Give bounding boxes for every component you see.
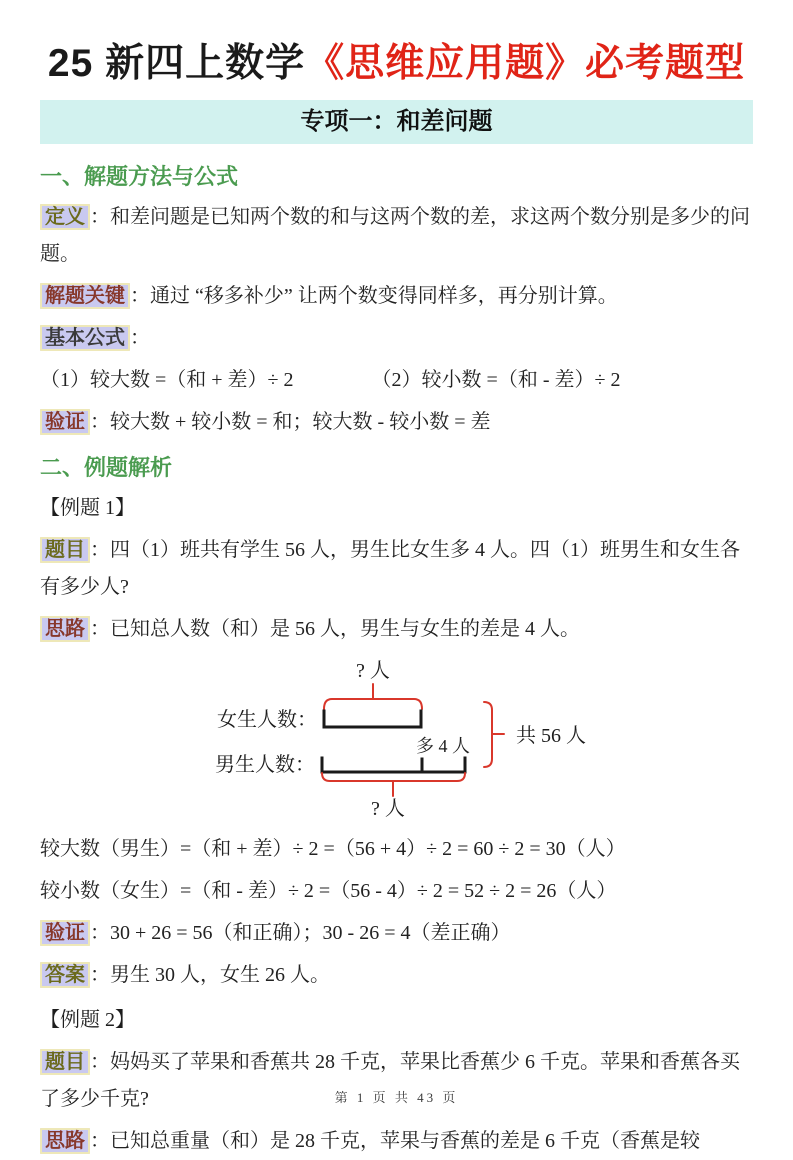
method-heading: 一、解题方法与公式 bbox=[40, 164, 239, 189]
boys-row-label: 男生人数： bbox=[215, 754, 315, 776]
title-part-black: 25 新四上数学 bbox=[47, 42, 306, 85]
definition-paragraph bbox=[40, 199, 753, 273]
example1-answer bbox=[40, 957, 753, 994]
example2-question-text: ：妈妈买了苹果和香蕉共 28 千克，苹果比香蕉少 6 千克。苹果和香蕉各买了多少千克? bbox=[40, 1051, 740, 1110]
key-keyword: 解题关键 bbox=[40, 283, 130, 309]
total-label: 共 56 人 bbox=[516, 725, 586, 747]
top-span-bracket bbox=[324, 684, 422, 709]
key-paragraph bbox=[40, 278, 753, 315]
example1-idea-text: ：已知总人数（和）是 56 人，男生与女生的差是 4 人。 bbox=[90, 618, 580, 640]
example1-answer-text: ：男生 30 人，女生 26 人。 bbox=[90, 964, 330, 986]
example1-verify-text: ：30 + 26 = 56（和正确）；30 - 26 = 4（差正确） bbox=[90, 922, 511, 944]
definition-keyword: 定义 bbox=[40, 204, 90, 230]
examples-heading: 二、例题解析 bbox=[40, 455, 173, 480]
example1-verify-keyword: 验证 bbox=[40, 920, 90, 946]
title-part-book: 《思维应用题》 bbox=[305, 42, 586, 85]
section-banner: 专项一：和差问题 bbox=[40, 100, 753, 144]
key-text: ：通过 “移多补少” 让两个数变得同样多，再分别计算。 bbox=[130, 285, 618, 307]
bottom-span-bracket bbox=[322, 773, 465, 796]
girls-bar bbox=[324, 711, 421, 727]
example2-title: 【例题 2】 bbox=[40, 1009, 135, 1031]
example2-idea bbox=[40, 1123, 753, 1160]
example1-title: 【例题 1】 bbox=[40, 497, 135, 519]
example1-idea-keyword: 思路 bbox=[40, 616, 90, 642]
formulas-colon: ： bbox=[130, 327, 150, 349]
example2-question bbox=[40, 1044, 753, 1118]
example1-question bbox=[40, 532, 753, 606]
example1-question-keyword: 题目 bbox=[40, 537, 90, 563]
example1-answer-keyword: 答案 bbox=[40, 962, 90, 988]
page-title bbox=[40, 32, 753, 88]
definition-text: ：和差问题是已知两个数的和与这两个数的差，求这两个数分别是多少的问题。 bbox=[40, 206, 750, 265]
total-brace bbox=[484, 702, 504, 767]
example2-question-keyword: 题目 bbox=[40, 1049, 90, 1075]
formulas-label-line bbox=[40, 320, 753, 357]
method-verify-line bbox=[40, 404, 753, 441]
method-verify-text: ：较大数 + 较小数 = 和；较大数 - 较小数 = 差 bbox=[90, 411, 491, 433]
page-number-footer: 第 1 页 共 43 页 bbox=[334, 1090, 459, 1105]
girls-row-label: 女生人数： bbox=[217, 709, 317, 731]
example1-idea bbox=[40, 611, 753, 648]
more-by-label: 多 4 人 bbox=[416, 736, 470, 756]
diagram-top-question-label: ? 人 bbox=[356, 660, 390, 682]
title-part-tail: 必考题型 bbox=[585, 42, 746, 85]
diagram-bottom-question-label: ? 人 bbox=[371, 798, 405, 820]
example1-calc-larger: 较大数（男生）=（和 + 差）÷ 2 =（56 + 4）÷ 2 = 60 ÷ 2 = 30（人） bbox=[40, 838, 626, 860]
example2-idea-keyword: 思路 bbox=[40, 1128, 90, 1154]
example1-verify bbox=[40, 915, 753, 952]
method-verify-keyword: 验证 bbox=[40, 409, 90, 435]
bar-model-diagram bbox=[182, 657, 782, 819]
example1-question-text: ：四（1）班共有学生 56 人，男生比女生多 4 人。四（1）班男生和女生各有多少人? bbox=[40, 539, 740, 598]
formula-larger: （1）较大数 =（和 + 差）÷ 2 bbox=[40, 369, 294, 391]
example1-calc-smaller: 较小数（女生）=（和 - 差）÷ 2 =（56 - 4）÷ 2 = 52 ÷ 2 = 26（人） bbox=[40, 880, 617, 902]
boys-bar bbox=[322, 758, 465, 772]
formulas-keyword: 基本公式 bbox=[40, 325, 130, 351]
formula-row bbox=[40, 362, 753, 399]
formula-smaller: （2）较小数 =（和 - 差）÷ 2 bbox=[371, 369, 621, 391]
example2-idea-text: ：已知总重量（和）是 28 千克，苹果与香蕉的差是 6 千克（香蕉是较 bbox=[90, 1130, 700, 1152]
